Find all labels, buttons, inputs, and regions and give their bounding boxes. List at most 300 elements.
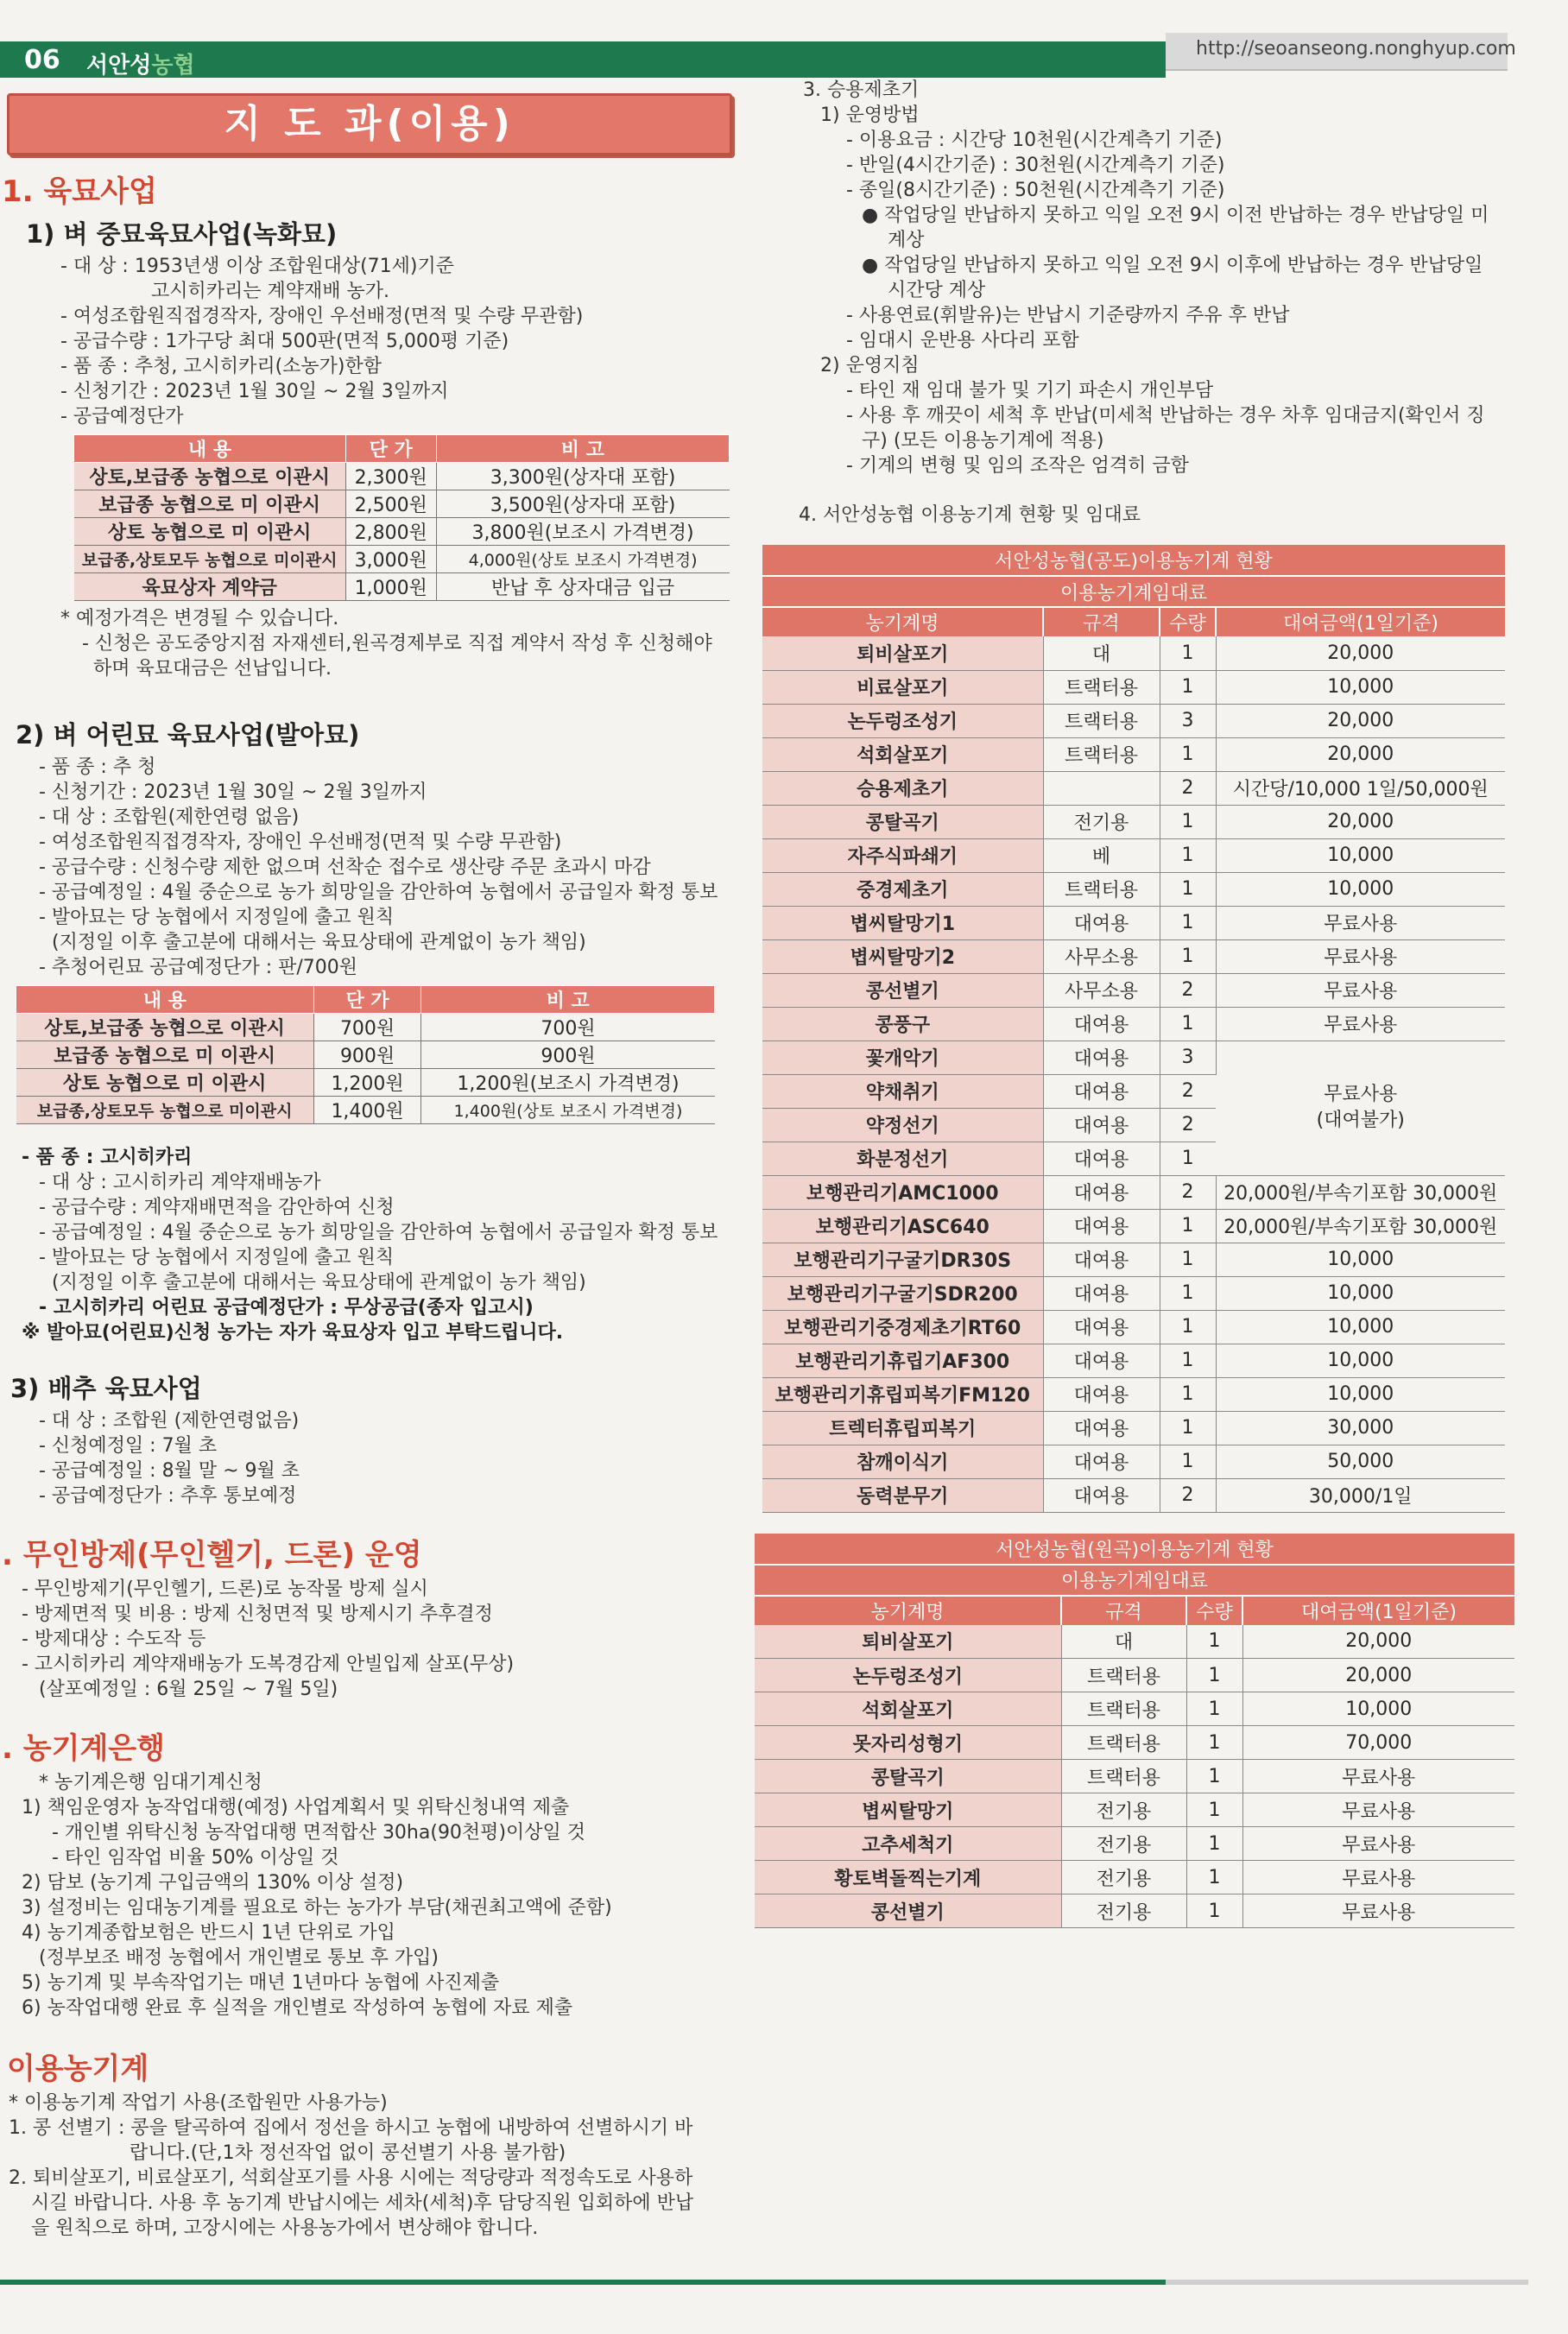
cell: 1 bbox=[1160, 1344, 1216, 1377]
table-header: 내 용 bbox=[74, 435, 346, 463]
text-line: - 품 종 : 추청, 고시히카리(소농가)한함 bbox=[60, 356, 383, 377]
cell: 1 bbox=[1160, 1445, 1216, 1478]
text-line: 2) 담보 (농기계 구입금액의 130% 이상 설정) bbox=[22, 1872, 404, 1894]
cell: 석회살포기 bbox=[755, 1692, 1061, 1726]
table-header: 내 용 bbox=[16, 986, 314, 1014]
cell: 1,000원 bbox=[345, 573, 436, 601]
cell: 보행관리기ASC640 bbox=[762, 1209, 1043, 1243]
table-header: 비 고 bbox=[421, 986, 715, 1014]
table-row bbox=[762, 838, 1505, 872]
cell: 1,400원 bbox=[313, 1097, 421, 1124]
cell: 1,200원 bbox=[313, 1069, 421, 1097]
table-subcaption: 이용농기계임대료 bbox=[755, 1565, 1514, 1596]
table-header: 단 가 bbox=[313, 986, 421, 1014]
table-row bbox=[762, 1344, 1505, 1377]
table-row bbox=[762, 670, 1505, 704]
text-line: * 농기계은행 임대기계신청 bbox=[39, 1772, 262, 1793]
cell: 1,200원(보조시 가격변경) bbox=[421, 1069, 715, 1097]
text-line: 5) 농기계 및 부속작업기는 매년 1년마다 농협에 사진제출 bbox=[22, 1972, 500, 1994]
table-row bbox=[762, 1276, 1505, 1310]
cell: 볍씨탈망기1 bbox=[762, 906, 1043, 939]
cell: 1 bbox=[1160, 1310, 1216, 1344]
footer-rule bbox=[0, 2280, 1166, 2285]
text-line: 시길 바랍니다. 사용 후 농기계 반납시에는 세차(세척)후 담당직원 입회하에 반납 bbox=[31, 2192, 694, 2214]
text-line: 시간당 계상 bbox=[888, 280, 986, 301]
cell: 700원 bbox=[421, 1014, 715, 1041]
cell: 30,000/1일 bbox=[1216, 1478, 1505, 1512]
text-line: - 종일(8시간기준) : 50천원(시간계측기 기준) bbox=[846, 180, 1225, 201]
cell: 1 bbox=[1186, 1692, 1242, 1726]
text-line: - 고시히카리 계약재배농가 도복경감제 안빌입제 살포(무상) bbox=[22, 1654, 515, 1675]
cell: 비료살포기 bbox=[762, 670, 1043, 704]
cell: 상토 농협으로 미 이관시 bbox=[74, 518, 346, 546]
table-row bbox=[762, 1175, 1505, 1209]
text-line: - 대 상 : 조합원(제한연령 없음) bbox=[39, 806, 300, 828]
text-line: 4) 농기계종합보험은 반드시 1년 단위로 가입 bbox=[22, 1922, 395, 1944]
table-row bbox=[755, 1760, 1514, 1793]
cell: 전기용 bbox=[1043, 805, 1160, 838]
text-line: - 신청기간 : 2023년 1월 30일 ~ 2월 3일까지 bbox=[60, 381, 449, 402]
cell: 트랙터용 bbox=[1043, 670, 1160, 704]
cell: 콩풍구 bbox=[762, 1007, 1043, 1040]
cell: 콩탈곡기 bbox=[762, 805, 1043, 838]
text-line: - 발아묘는 당 농협에서 지정일에 출고 원칙 bbox=[39, 907, 395, 928]
table-subcaption: 이용농기계임대료 bbox=[762, 576, 1505, 607]
text-line: - 공급예정일 : 4월 중순으로 농가 희망일을 감안하여 농협에서 공급일자 확정 통보 bbox=[39, 1222, 718, 1243]
footer-rule-right bbox=[1166, 2280, 1528, 2285]
table-caption: 서안성농협(원곡)이용농기계 현황 bbox=[755, 1534, 1514, 1565]
cell: 고추세척기 bbox=[755, 1827, 1061, 1861]
section-machine-list-title: 4. 서안성농협 이용농기계 현황 및 임대료 bbox=[799, 504, 1141, 526]
cell: 보행관리기휴립피복기FM120 bbox=[762, 1377, 1043, 1411]
table-header: 규격 bbox=[1043, 607, 1160, 636]
text-line: - 대 상 : 고시히카리 계약재배농가 bbox=[39, 1172, 321, 1193]
table-row bbox=[762, 1478, 1505, 1512]
cell: 10,000 bbox=[1216, 838, 1505, 872]
table-row bbox=[762, 1209, 1505, 1243]
cell: 트랙터용 bbox=[1061, 1659, 1186, 1692]
cell: 3,300원(상자대 포함) bbox=[436, 463, 729, 490]
cell: 황토벽돌찍는기계 bbox=[755, 1861, 1061, 1894]
cell: 1 bbox=[1186, 1659, 1242, 1692]
cell: 논두렁조성기 bbox=[755, 1659, 1061, 1692]
cell: 700원 bbox=[313, 1014, 421, 1041]
cell: 1 bbox=[1160, 939, 1216, 973]
text-line: - 방제대상 : 수도작 등 bbox=[22, 1629, 206, 1650]
cell: 무료사용 bbox=[1216, 973, 1505, 1007]
wongok-machine-table bbox=[755, 1534, 1514, 1929]
cell: 1 bbox=[1186, 1894, 1242, 1928]
cell: 10,000 bbox=[1216, 1377, 1505, 1411]
text-line: - 공급예정단가 bbox=[60, 406, 184, 427]
cell: 1 bbox=[1160, 670, 1216, 704]
cell: 보급종,상토모두 농협으로 미이관시 bbox=[16, 1097, 314, 1124]
cell: 900원 bbox=[313, 1041, 421, 1069]
cell: 트랙터용 bbox=[1061, 1692, 1186, 1726]
cell: 20,000 bbox=[1216, 805, 1505, 838]
cell: 대 bbox=[1043, 636, 1160, 670]
cell: 900원 bbox=[421, 1041, 715, 1069]
cell: 3,800원(보조시 가격변경) bbox=[436, 518, 729, 546]
website-url[interactable]: http://seoanseong.nonghyup.com bbox=[1196, 38, 1516, 60]
cell: 대여용 bbox=[1043, 1142, 1160, 1175]
table-row bbox=[762, 737, 1505, 771]
text-line: 2) 운영지침 bbox=[820, 355, 920, 376]
right-column bbox=[760, 78, 1537, 1928]
cell: 볍씨탈망기2 bbox=[762, 939, 1043, 973]
cell: 대여용 bbox=[1043, 1209, 1160, 1243]
text-line: - 품 종 : 고시히카리 bbox=[22, 1147, 193, 1168]
text-line: 고시히카리는 계약재배 농가. bbox=[151, 281, 390, 302]
section-machine-use-title: 이용농기계 bbox=[7, 2052, 149, 2086]
cell: 대여용 bbox=[1043, 1007, 1160, 1040]
cell: 못자리성형기 bbox=[755, 1726, 1061, 1760]
cell: 퇴비살포기 bbox=[762, 636, 1043, 670]
cell: 20,000원/부속기포함 30,000원 bbox=[1216, 1175, 1505, 1209]
cell: 2,300원 bbox=[345, 463, 436, 490]
text-line: 6) 농작업대행 완료 후 실적을 개인별로 작성하여 농협에 자료 제출 bbox=[22, 1997, 573, 2019]
table-row bbox=[762, 872, 1505, 906]
cell: 20,000 bbox=[1216, 737, 1505, 771]
cell: 10,000 bbox=[1216, 1344, 1505, 1377]
brand-part-b: 농협 bbox=[151, 53, 195, 79]
table-row bbox=[762, 906, 1505, 939]
text-line: 랍니다.(단,1차 정선작업 없이 콩선별기 사용 불가함) bbox=[130, 2142, 566, 2164]
cell: 전기용 bbox=[1061, 1894, 1186, 1928]
cell: 석회살포기 bbox=[762, 737, 1043, 771]
cell: 1 bbox=[1160, 1243, 1216, 1276]
cell: 1 bbox=[1186, 1760, 1242, 1793]
table-row bbox=[762, 1040, 1505, 1074]
cell: 1,400원(상토 보조시 가격변경) bbox=[421, 1097, 715, 1124]
section-machine-bank-title: . 농기계은행 bbox=[2, 1731, 165, 1766]
text-line: - 여성조합원직접경작자, 장애인 우선배정(면적 및 수량 무관함) bbox=[39, 832, 562, 853]
cell: 대 bbox=[1061, 1625, 1186, 1659]
text-line: - 반일(4시간기준) : 30천원(시간계측기 기준) bbox=[846, 155, 1225, 176]
text-line: 1) 책임운영자 농작업대행(예정) 사업계획서 및 위탁신청내역 제출 bbox=[22, 1797, 570, 1818]
cell: 논두렁조성기 bbox=[762, 704, 1043, 737]
note-line: * 예정가격은 변경될 수 있습니다. bbox=[60, 608, 339, 629]
text-line: 계상 bbox=[888, 230, 925, 251]
table-row bbox=[74, 463, 730, 490]
brand-name bbox=[86, 47, 195, 79]
table-row bbox=[755, 1894, 1514, 1928]
text-line: 구) (모든 이용농기계에 적용) bbox=[862, 430, 1104, 452]
cell: 2 bbox=[1160, 1108, 1216, 1142]
table-row bbox=[755, 1659, 1514, 1692]
table-row bbox=[16, 1041, 715, 1069]
cell: 보행관리기구굴기DR30S bbox=[762, 1243, 1043, 1276]
cell: 꽃개악기 bbox=[762, 1040, 1043, 1074]
cell: 20,000 bbox=[1216, 636, 1505, 670]
text-line: - 사용연료(휘발유)는 반납시 기준량까지 주유 후 반납 bbox=[846, 305, 1290, 326]
cell: 대여용 bbox=[1043, 1377, 1160, 1411]
cell: 무료사용 bbox=[1216, 906, 1505, 939]
text-line: ※ 발아묘(어린묘)신청 농가는 자가 육묘상자 입고 부탁드립니다. bbox=[22, 1322, 564, 1344]
merged-free-use-cell bbox=[1216, 1040, 1505, 1175]
cell: 퇴비살포기 bbox=[755, 1625, 1061, 1659]
table-row bbox=[755, 1827, 1514, 1861]
cell: 약정선기 bbox=[762, 1108, 1043, 1142]
text-line: 을 원칙으로 하며, 고장시에는 사용농가에서 변상해야 합니다. bbox=[31, 2217, 539, 2239]
cell: 1 bbox=[1160, 1276, 1216, 1310]
subsection-sprout-seedling-title: 2) 벼 어린묘 육묘사업(발아묘) bbox=[16, 720, 360, 750]
table-row bbox=[762, 1007, 1505, 1040]
cell: 대여용 bbox=[1043, 1108, 1160, 1142]
text-line: - 무인방제기(무인헬기, 드론)로 농작물 방제 실시 bbox=[22, 1578, 428, 1600]
text-line: - 공급수량 : 신청수량 제한 없으며 선착순 접수로 생산량 주문 초과시 마감 bbox=[39, 857, 651, 878]
left-column bbox=[0, 86, 743, 2241]
cell: 보행관리기휴립기AF300 bbox=[762, 1344, 1043, 1377]
cell: 10,000 bbox=[1216, 872, 1505, 906]
table-row bbox=[16, 1069, 715, 1097]
cell: 1 bbox=[1160, 838, 1216, 872]
cell: 볍씨탈망기 bbox=[755, 1793, 1061, 1827]
cell: 대여용 bbox=[1043, 1310, 1160, 1344]
cell: 1 bbox=[1186, 1625, 1242, 1659]
text-line: * 이용농기계 작업기 사용(조합원만 사용가능) bbox=[9, 2092, 388, 2114]
text-line: - 공급예정일 : 8월 말 ~ 9월 초 bbox=[39, 1460, 300, 1482]
cell: 트랙터용 bbox=[1061, 1760, 1186, 1793]
cell: 20,000 bbox=[1216, 704, 1505, 737]
table-header: 농기계명 bbox=[755, 1596, 1061, 1625]
cell: 참깨이식기 bbox=[762, 1445, 1043, 1478]
table-row bbox=[755, 1726, 1514, 1760]
text-line: - 이용요금 : 시간당 10천원(시간계측기 기준) bbox=[846, 130, 1223, 151]
table-caption: 서안성농협(공도)이용농기계 현황 bbox=[762, 545, 1505, 576]
cell: 무료사용 bbox=[1242, 1894, 1514, 1928]
cell: 대여용 bbox=[1043, 1040, 1160, 1074]
table-header: 수량 bbox=[1186, 1596, 1242, 1625]
table-row bbox=[74, 518, 730, 546]
cell: 대여용 bbox=[1043, 1074, 1160, 1108]
table-row bbox=[762, 636, 1505, 670]
cell: 대여용 bbox=[1043, 1243, 1160, 1276]
section-mower-title: 3. 승용제초기 bbox=[803, 79, 920, 101]
merged-value-line: (대여불가) bbox=[1316, 1110, 1405, 1131]
cell: 50,000 bbox=[1216, 1445, 1505, 1478]
page-title-banner: 지 도 과(이용) bbox=[7, 93, 732, 155]
cell: 시간당/10,000 1일/50,000원 bbox=[1216, 771, 1505, 805]
cell: 2 bbox=[1160, 973, 1216, 1007]
cell: 상토,보급종 농협으로 이관시 bbox=[74, 463, 346, 490]
cell: 10,000 bbox=[1216, 670, 1505, 704]
cell: 3,000원 bbox=[345, 546, 436, 573]
cell: 2,500원 bbox=[345, 490, 436, 518]
table-row bbox=[16, 1014, 715, 1041]
text-line: - 공급수량 : 1가구당 최대 500판(면적 5,000평 기준) bbox=[60, 331, 509, 352]
cell: 대여용 bbox=[1043, 1478, 1160, 1512]
cell: 3,500원(상자대 포함) bbox=[436, 490, 729, 518]
table-header: 단 가 bbox=[345, 435, 436, 463]
cell: 10,000 bbox=[1242, 1692, 1514, 1726]
table-header: 대여금액(1일기준) bbox=[1216, 607, 1505, 636]
cell: 콩탈곡기 bbox=[755, 1760, 1061, 1793]
cell: 자주식파쇄기 bbox=[762, 838, 1043, 872]
subsection-green-seedling-title: 1) 벼 중묘육묘사업(녹화묘) bbox=[26, 219, 338, 249]
text-line: - 추청어린묘 공급예정단가 : 판/700원 bbox=[39, 957, 358, 978]
cell: 2 bbox=[1160, 1175, 1216, 1209]
cell: 약채취기 bbox=[762, 1074, 1043, 1108]
cell: 대여용 bbox=[1043, 1445, 1160, 1478]
table-row bbox=[762, 1310, 1505, 1344]
cell: 무료사용 bbox=[1242, 1827, 1514, 1861]
text-line: - 임대시 운반용 사다리 포함 bbox=[846, 330, 1079, 351]
cell: 1 bbox=[1186, 1726, 1242, 1760]
text-line: - 공급예정단가 : 추후 통보예정 bbox=[39, 1485, 297, 1507]
cell: 20,000 bbox=[1242, 1625, 1514, 1659]
cell: 동력분무기 bbox=[762, 1478, 1043, 1512]
section-drone-title: . 무인방제(무인헬기, 드론) 운영 bbox=[2, 1538, 422, 1572]
text-line: - 방제면적 및 비용 : 방제 신청면적 및 방제시기 추후결정 bbox=[22, 1603, 493, 1625]
cell: 상토,보급종 농협으로 이관시 bbox=[16, 1014, 314, 1041]
cell: 10,000 bbox=[1216, 1276, 1505, 1310]
table-row bbox=[74, 490, 730, 518]
cell: 트랙터용 bbox=[1043, 737, 1160, 771]
cell: 트랙터용 bbox=[1043, 704, 1160, 737]
cell: 1 bbox=[1160, 906, 1216, 939]
table-header: 대여금액(1일기준) bbox=[1242, 1596, 1514, 1625]
table-row bbox=[762, 1411, 1505, 1445]
text-line: 1. 콩 선별기 : 콩을 탈곡하여 집에서 정선을 하시고 농협에 내방하여 선별하시기 바 bbox=[9, 2117, 693, 2139]
cell: 무료사용 bbox=[1242, 1760, 1514, 1793]
text-line: - 고시히카리 어린묘 공급예정단가 : 무상공급(종자 입고시) bbox=[39, 1297, 534, 1319]
text-line: - 기계의 변형 및 임의 조작은 엄격히 금함 bbox=[846, 455, 1189, 477]
text-line: - 공급수량 : 계약재배면적을 감안하여 신청 bbox=[39, 1197, 395, 1218]
cell: 1 bbox=[1160, 1411, 1216, 1445]
cell: 트렉터휴립피복기 bbox=[762, 1411, 1043, 1445]
cell: 트랙터용 bbox=[1043, 872, 1160, 906]
cell: 사무소용 bbox=[1043, 939, 1160, 973]
text-line: - 타인 재 임대 불가 및 기기 파손시 개인부담 bbox=[846, 380, 1214, 402]
cell: 무료사용 bbox=[1242, 1861, 1514, 1894]
text-line: (정부보조 배정 농협에서 개인별로 통보 후 가입) bbox=[39, 1947, 439, 1969]
text-line: ● 작업당일 반납하지 못하고 익일 오전 9시 이후에 반납하는 경우 반납당일 bbox=[862, 255, 1483, 276]
table-row bbox=[755, 1692, 1514, 1726]
page-number: 06 bbox=[24, 45, 60, 75]
cell: 사무소용 bbox=[1043, 973, 1160, 1007]
text-line: - 대 상 : 1953년생 이상 조합원대상(71세)기준 bbox=[60, 256, 454, 277]
cell: 콩선별기 bbox=[762, 973, 1043, 1007]
table-row bbox=[755, 1625, 1514, 1659]
text-line: ● 작업당일 반납하지 못하고 익일 오전 9시 이전 반납하는 경우 반납당일 미 bbox=[862, 205, 1489, 226]
table-header: 규격 bbox=[1061, 1596, 1186, 1625]
cell: 보행관리기중경제초기RT60 bbox=[762, 1310, 1043, 1344]
cell: 1 bbox=[1160, 1209, 1216, 1243]
cell: 전기용 bbox=[1061, 1827, 1186, 1861]
gongdo-machine-table bbox=[762, 545, 1505, 1513]
cell: 10,000 bbox=[1216, 1310, 1505, 1344]
cell: 20,000원/부속기포함 30,000원 bbox=[1216, 1209, 1505, 1243]
cell: 1 bbox=[1160, 872, 1216, 906]
cell: 30,000 bbox=[1216, 1411, 1505, 1445]
text-line: - 타인 임작업 비율 50% 이상일 것 bbox=[52, 1847, 339, 1869]
table-header: 비 고 bbox=[436, 435, 729, 463]
cell: 보급종 농협으로 미 이관시 bbox=[74, 490, 346, 518]
subsection-cabbage-title: 3) 배추 육묘사업 bbox=[10, 1374, 202, 1403]
cell: 4,000원(상토 보조시 가격변경) bbox=[436, 546, 729, 573]
note-line: 하며 육묘대금은 선납입니다. bbox=[93, 658, 332, 680]
merged-value-line: 무료사용 bbox=[1324, 1084, 1398, 1105]
cell: 2 bbox=[1160, 1478, 1216, 1512]
cell: 대여용 bbox=[1043, 1276, 1160, 1310]
table-row bbox=[762, 805, 1505, 838]
cell: 10,000 bbox=[1216, 1243, 1505, 1276]
green-seedling-price-table bbox=[73, 434, 730, 601]
text-line: - 여성조합원직접경작자, 장애인 우선배정(면적 및 수량 무관함) bbox=[60, 306, 584, 327]
table-row bbox=[755, 1793, 1514, 1827]
cell: 1 bbox=[1160, 737, 1216, 771]
table-header: 농기계명 bbox=[762, 607, 1043, 636]
cell: 보행관리기구굴기SDR200 bbox=[762, 1276, 1043, 1310]
text-line: - 개인별 위탁신청 농작업대행 면적합산 30ha(90천평)이상일 것 bbox=[52, 1822, 586, 1844]
table-row bbox=[755, 1861, 1514, 1894]
table-row bbox=[762, 1445, 1505, 1478]
cell: 1 bbox=[1186, 1861, 1242, 1894]
cell: 승용제초기 bbox=[762, 771, 1043, 805]
cell: 3 bbox=[1160, 704, 1216, 737]
table-row bbox=[762, 1243, 1505, 1276]
cell: 육묘상자 계약금 bbox=[74, 573, 346, 601]
text-line: - 품 종 : 추 청 bbox=[39, 756, 156, 778]
text-line: 1) 운영방법 bbox=[820, 104, 920, 126]
brand-part-a: 서안성 bbox=[86, 53, 152, 79]
cell bbox=[1043, 771, 1160, 805]
cell: 반납 후 상자대금 입금 bbox=[436, 573, 729, 601]
cell: 콩선별기 bbox=[755, 1894, 1061, 1928]
cell: 무료사용 bbox=[1242, 1793, 1514, 1827]
table-row bbox=[762, 771, 1505, 805]
cell: 1 bbox=[1186, 1793, 1242, 1827]
table-row bbox=[74, 573, 730, 601]
cell: 20,000 bbox=[1242, 1659, 1514, 1692]
cell: 1 bbox=[1186, 1827, 1242, 1861]
table-row bbox=[16, 1097, 715, 1124]
cell: 2 bbox=[1160, 1074, 1216, 1108]
text-line: 3) 설정비는 임대농기계를 필요로 하는 농가가 부담(채권최고액에 준함) bbox=[22, 1897, 612, 1919]
section-seedling-title: 1. 육묘사업 bbox=[2, 174, 157, 209]
text-line: (지정일 이후 출고분에 대해서는 육묘상태에 관계없이 농가 책임) bbox=[52, 932, 586, 953]
text-line: (살포예정일 : 6월 25일 ~ 7월 5일) bbox=[39, 1679, 338, 1700]
table-row bbox=[762, 973, 1505, 1007]
text-line: - 대 상 : 조합원 (제한연령없음) bbox=[39, 1410, 300, 1432]
text-line: - 발아묘는 당 농협에서 지정일에 출고 원칙 bbox=[39, 1247, 395, 1268]
cell: 보급종 농협으로 미 이관시 bbox=[16, 1041, 314, 1069]
text-line: - 사용 후 깨끗이 세척 후 반납(미세척 반납하는 경우 차후 임대금지(확인서 징 bbox=[846, 405, 1485, 427]
cell: 무료사용 bbox=[1216, 1007, 1505, 1040]
table-header: 수량 bbox=[1160, 607, 1216, 636]
table-row bbox=[762, 704, 1505, 737]
cell: 2,800원 bbox=[345, 518, 436, 546]
cell: 1 bbox=[1160, 636, 1216, 670]
cell: 대여용 bbox=[1043, 906, 1160, 939]
cell: 1 bbox=[1160, 1007, 1216, 1040]
cell: 3 bbox=[1160, 1040, 1216, 1074]
text-line: - 공급예정일 : 4월 중순으로 농가 희망일을 감안하여 농협에서 공급일자 확정 통보 bbox=[39, 882, 718, 903]
cell: 1 bbox=[1160, 1377, 1216, 1411]
cell: 무료사용 bbox=[1216, 939, 1505, 973]
cell: 1 bbox=[1160, 1142, 1216, 1175]
cell: 대여용 bbox=[1043, 1411, 1160, 1445]
text-line: - 신청기간 : 2023년 1월 30일 ~ 2월 3일까지 bbox=[39, 781, 427, 803]
cell: 전기용 bbox=[1061, 1793, 1186, 1827]
cell: 베 bbox=[1043, 838, 1160, 872]
cell: 대여용 bbox=[1043, 1175, 1160, 1209]
cell: 보행관리기AMC1000 bbox=[762, 1175, 1043, 1209]
cell: 1 bbox=[1160, 805, 1216, 838]
sprout-seedling-price-table bbox=[16, 985, 715, 1124]
cell: 화분정선기 bbox=[762, 1142, 1043, 1175]
